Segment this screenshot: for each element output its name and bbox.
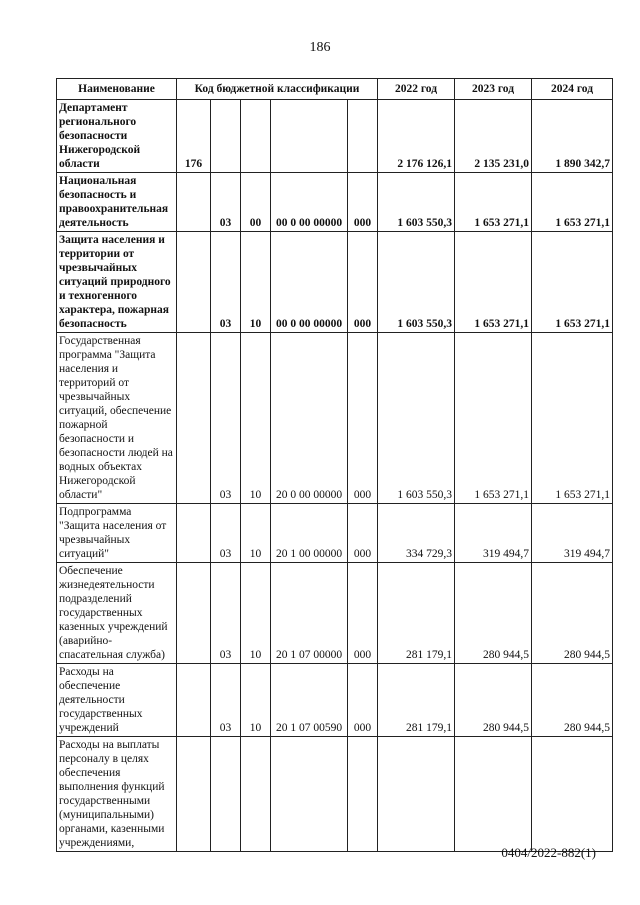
row-name-line: Расходы на выплаты [59,739,160,751]
row-name [57,664,177,737]
row-name [57,737,177,852]
code-subsection [241,737,271,852]
amount-2022: 2 176 126,1 [378,100,455,173]
row-name-line: государственных [59,607,143,619]
row-name [57,504,177,563]
code-subsection [241,100,271,173]
code-section: 03 [211,232,241,333]
code-subsection: 10 [241,504,271,563]
code-subsection: 10 [241,563,271,664]
amount-2023: 2 135 231,0 [455,100,532,173]
amount-2023: 1 653 271,1 [455,333,532,504]
row-name-line: казенных учреждений [59,621,168,633]
row-name-line: водных объектах [59,461,142,473]
row-name-line: пожарной [59,419,108,431]
row-name-line: Департамент [59,102,128,114]
row-name-line: ситуаций, обеспечение [59,405,172,417]
row-name-line: населения и [59,363,119,375]
row-name-line: правоохранительная [59,203,169,215]
row-name-line: регионального [59,116,137,128]
code-ministry [177,737,211,852]
budget-table [56,78,613,852]
code-section: 03 [211,504,241,563]
row-name-line: Защита населения и [59,234,165,246]
row-name-line: Государственная [59,335,141,347]
table-row [57,333,613,504]
amount-2023: 280 944,5 [455,664,532,737]
amount-2024: 1 653 271,1 [532,173,613,232]
row-name-line: учреждениями, [59,837,135,849]
code-subsection: 10 [241,664,271,737]
code-subsection: 00 [241,173,271,232]
amount-2024: 1 653 271,1 [532,232,613,333]
table-row [57,232,613,333]
row-name-line: Подпрограмма [59,506,132,518]
code-expense-type: 000 [348,504,378,563]
amount-2022: 334 729,3 [378,504,455,563]
row-name-line: (муниципальными) [59,809,154,821]
code-subsection: 10 [241,232,271,333]
amount-2024: 1 890 342,7 [532,100,613,173]
code-section [211,737,241,852]
code-ministry [177,664,211,737]
code-target-article: 00 0 00 00000 [271,232,348,333]
code-target-article: 20 0 00 00000 [271,333,348,504]
code-section: 03 [211,563,241,664]
row-name-line: характера, пожарная [59,304,169,316]
row-name-line: учреждений [59,722,119,734]
table-row [57,173,613,232]
code-expense-type: 000 [348,232,378,333]
header-code: Код бюджетной классификации [177,79,378,100]
row-name-line: области [59,158,100,170]
table-row [57,100,613,173]
table-row [57,664,613,737]
code-ministry [177,173,211,232]
row-name-line: деятельность [59,217,129,229]
row-name-line: чрезвычайных [59,262,138,274]
row-name-line: спасательная служба) [59,649,165,661]
code-section: 03 [211,333,241,504]
code-target-article [271,100,348,173]
row-name-line: ситуаций" [59,548,109,560]
code-expense-type: 000 [348,563,378,664]
row-name-line: безопасности и [59,433,135,445]
code-section: 03 [211,664,241,737]
row-name-line: территорий от [59,377,129,389]
amount-2024: 280 944,5 [532,563,613,664]
row-name-line: области" [59,489,103,501]
amount-2022: 1 603 550,3 [378,333,455,504]
code-ministry [177,232,211,333]
row-name-line: Расходы на [59,666,114,678]
row-name-line: обеспечения [59,767,121,779]
row-name-line: деятельности [59,694,125,706]
document-code: 0404/2022-882(1) [501,845,596,860]
row-name-line: подразделений [59,593,132,605]
row-name-line: Обеспечение [59,565,123,577]
header-2024: 2024 год [532,79,613,100]
code-expense-type: 000 [348,664,378,737]
row-name-line: территории от [59,248,135,260]
row-name-line: чрезвычайных [59,534,131,546]
row-name [57,173,177,232]
row-name-line: программа "Защита [59,349,156,361]
amount-2023: 1 653 271,1 [455,232,532,333]
amount-2024: 319 494,7 [532,504,613,563]
table-header-row [57,79,613,100]
code-ministry [177,563,211,664]
row-name-line: безопасности людей на [59,447,173,459]
row-name-line: обеспечение [59,680,121,692]
row-name [57,563,177,664]
row-name-line: персоналу в целях [59,753,149,765]
code-expense-type [348,737,378,852]
row-name-line: безопасности [59,130,128,142]
row-name-line: государственными [59,795,151,807]
row-name-line: чрезвычайных [59,391,131,403]
table-row [57,563,613,664]
row-name-line: жизнедеятельности [59,579,155,591]
row-name-line: органами, казенными [59,823,165,835]
code-target-article: 20 1 00 00000 [271,504,348,563]
row-name [57,333,177,504]
row-name-line: (аварийно- [59,635,113,647]
row-name-line: Нижегородской [59,475,136,487]
code-expense-type [348,100,378,173]
code-section: 03 [211,173,241,232]
amount-2024 [532,737,613,852]
amount-2023 [455,737,532,852]
header-2023: 2023 год [455,79,532,100]
code-ministry [177,504,211,563]
row-name-line: выполнения функций [59,781,165,793]
row-name-line: ситуаций природного [59,276,171,288]
header-name: Наименование [57,79,177,100]
amount-2023: 319 494,7 [455,504,532,563]
amount-2022: 1 603 550,3 [378,232,455,333]
code-section [211,100,241,173]
row-name-line: "Защита населения от [59,520,167,532]
code-ministry: 176 [177,100,211,173]
table-row [57,737,613,852]
row-name [57,232,177,333]
table-row [57,504,613,563]
header-2022: 2022 год [378,79,455,100]
code-target-article: 20 1 07 00000 [271,563,348,664]
row-name-line: безопасность [59,318,127,330]
code-target-article [271,737,348,852]
amount-2024: 1 653 271,1 [532,333,613,504]
row-name-line: безопасность и [59,189,137,201]
page-number: 186 [309,40,331,55]
row-name-line: Национальная [59,175,137,187]
row-name-line: государственных [59,708,143,720]
code-ministry [177,333,211,504]
code-target-article: 00 0 00 00000 [271,173,348,232]
amount-2023: 280 944,5 [455,563,532,664]
code-expense-type: 000 [348,333,378,504]
code-subsection: 10 [241,333,271,504]
amount-2022: 1 603 550,3 [378,173,455,232]
amount-2022 [378,737,455,852]
row-name [57,100,177,173]
amount-2023: 1 653 271,1 [455,173,532,232]
amount-2024: 280 944,5 [532,664,613,737]
code-target-article: 20 1 07 00590 [271,664,348,737]
amount-2022: 281 179,1 [378,563,455,664]
row-name-line: Нижегородской [59,144,141,156]
row-name-line: и техногенного [59,290,138,302]
amount-2022: 281 179,1 [378,664,455,737]
code-expense-type: 000 [348,173,378,232]
